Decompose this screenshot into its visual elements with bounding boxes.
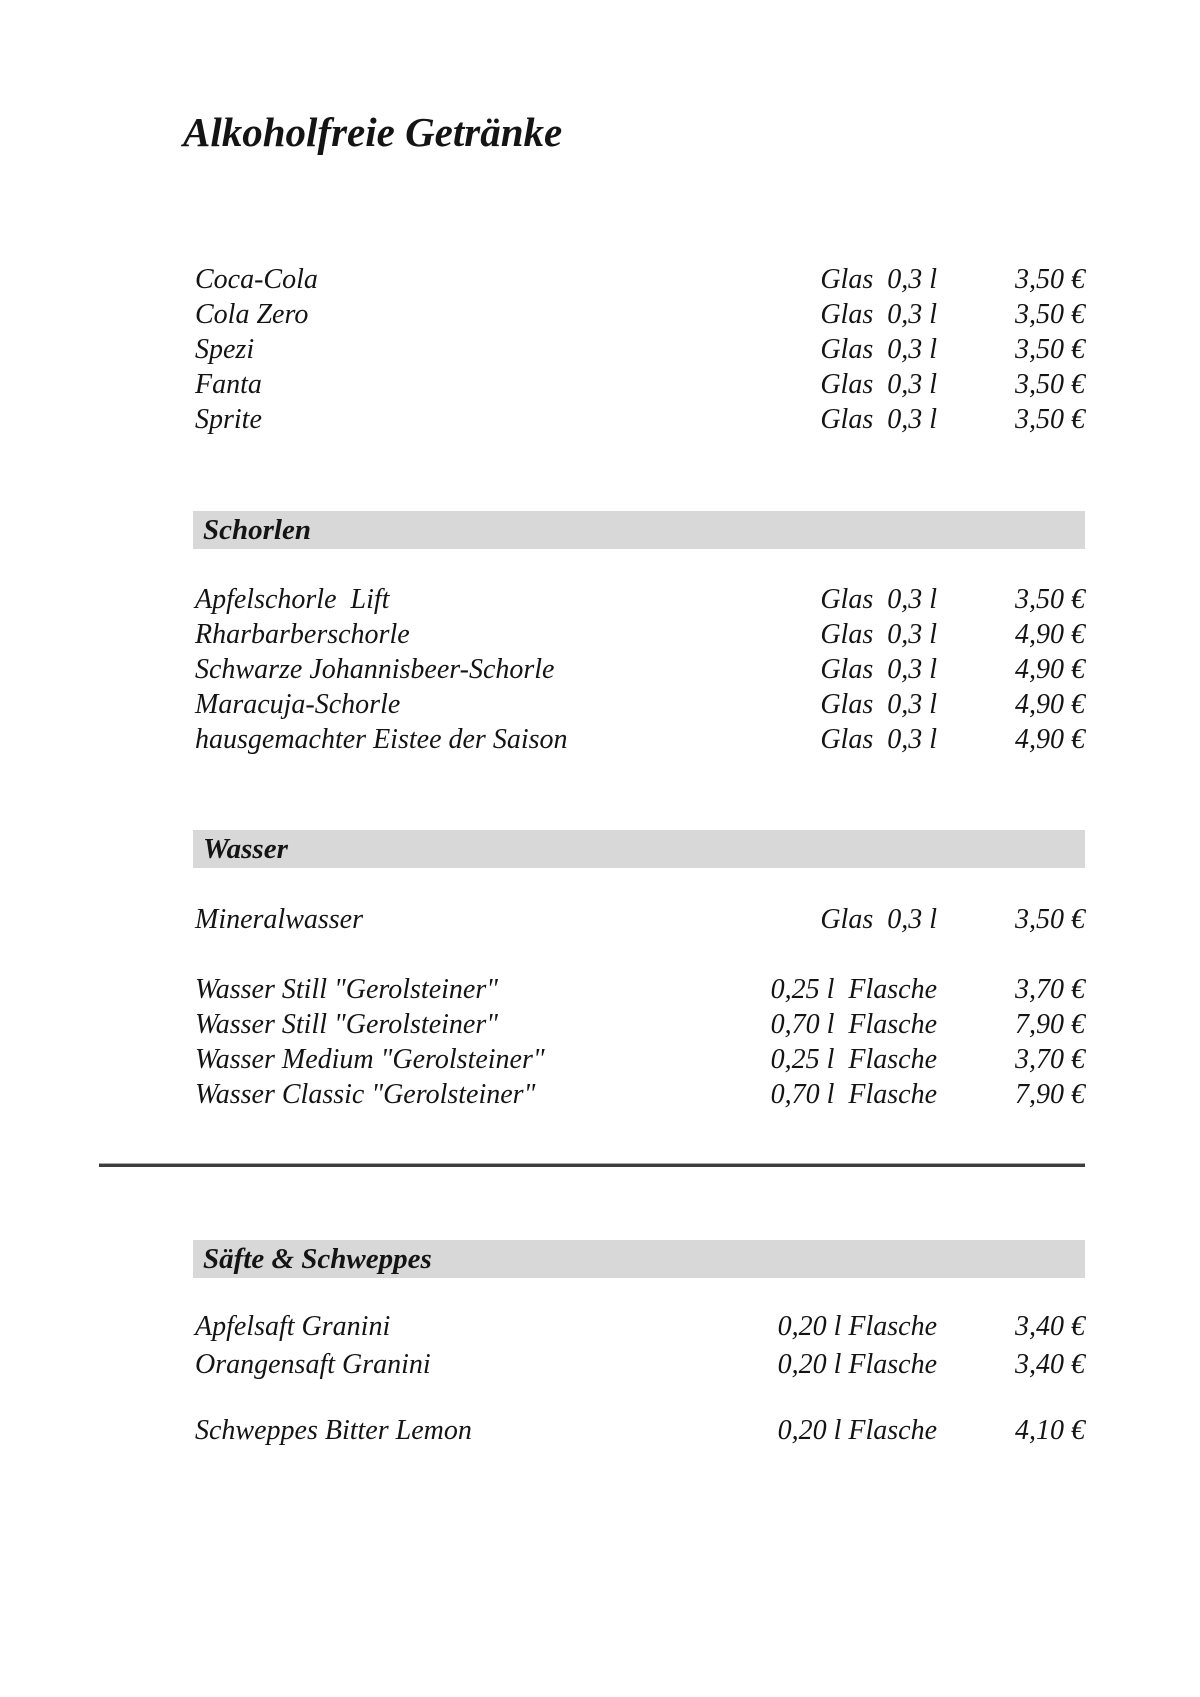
menu-row: [195, 1346, 1085, 1384]
item-size: Glas 0,3 l: [820, 404, 937, 435]
section-header-schorlen: [193, 511, 1085, 549]
section-divider: [99, 1164, 1085, 1167]
menu-row: [195, 687, 1085, 722]
item-size: Glas 0,3 l: [820, 369, 937, 400]
menu-row: [195, 1042, 1085, 1077]
menu-row: [195, 402, 1085, 437]
item-size: 0,25 l Flasche: [770, 1044, 937, 1075]
item-price: 3,50 €: [1015, 404, 1085, 435]
softdrinks-group: [195, 262, 1085, 437]
item-name: Mineralwasser: [195, 904, 363, 935]
item-price: 4,10 €: [1015, 1415, 1085, 1446]
menu-row: [195, 652, 1085, 687]
menu-row: [195, 1308, 1085, 1346]
schorlen-group: [195, 582, 1085, 757]
item-price: 3,50 €: [1015, 369, 1085, 400]
item-price: 7,90 €: [1015, 1009, 1085, 1040]
menu-row: [195, 297, 1085, 332]
item-size: Glas 0,3 l: [820, 724, 937, 755]
menu-row: [195, 1077, 1085, 1112]
item-name: Orangensaft Granini: [195, 1349, 431, 1380]
item-size: 0,70 l Flasche: [770, 1079, 937, 1110]
item-name: Fanta: [195, 369, 262, 400]
menu-row: [195, 972, 1085, 1007]
item-name: Cola Zero: [195, 299, 309, 330]
menu-row: [195, 722, 1085, 757]
item-name: Wasser Medium "Gerolsteiner": [195, 1044, 545, 1075]
item-name: Rharbarberschorle: [195, 619, 410, 650]
item-price: 4,90 €: [1015, 654, 1085, 685]
item-size: Glas 0,3 l: [820, 619, 937, 650]
menu-row: [195, 262, 1085, 297]
item-size: 0,70 l Flasche: [770, 1009, 937, 1040]
section-header-wasser: [193, 830, 1085, 868]
menu-row: [195, 1412, 1085, 1450]
item-price: 4,90 €: [1015, 724, 1085, 755]
item-name: Wasser Classic "Gerolsteiner": [195, 1079, 536, 1110]
item-price: 7,90 €: [1015, 1079, 1085, 1110]
item-price: 3,50 €: [1015, 334, 1085, 365]
item-price: 3,50 €: [1015, 299, 1085, 330]
item-name: Spezi: [195, 334, 255, 365]
item-price: 3,70 €: [1015, 974, 1085, 1005]
item-name: hausgemachter Eistee der Saison: [195, 724, 568, 755]
section-header-label: Schorlen: [203, 514, 311, 546]
item-price: 3,40 €: [1015, 1311, 1085, 1342]
item-name: Wasser Still "Gerolsteiner": [195, 974, 498, 1005]
item-price: 3,40 €: [1015, 1349, 1085, 1380]
wasser-bottle-group: [195, 972, 1085, 1112]
item-size: Glas 0,3 l: [820, 689, 937, 720]
item-name: Schweppes Bitter Lemon: [195, 1415, 472, 1446]
item-price: 3,50 €: [1015, 584, 1085, 615]
item-size: Glas 0,3 l: [820, 334, 937, 365]
item-name: Wasser Still "Gerolsteiner": [195, 1009, 498, 1040]
section-header-label: Säfte & Schweppes: [203, 1243, 432, 1275]
item-size: Glas 0,3 l: [820, 904, 937, 935]
item-name: Apfelsaft Granini: [195, 1311, 391, 1342]
item-price: 3,70 €: [1015, 1044, 1085, 1075]
item-size: 0,20 l Flasche: [777, 1415, 937, 1446]
item-size: Glas 0,3 l: [820, 264, 937, 295]
item-size: Glas 0,3 l: [820, 584, 937, 615]
item-size: 0,20 l Flasche: [777, 1311, 937, 1342]
item-price: 4,90 €: [1015, 689, 1085, 720]
menu-row: [195, 1007, 1085, 1042]
item-size: 0,20 l Flasche: [777, 1349, 937, 1380]
wasser-glass-group: [195, 902, 1085, 937]
item-name: Schwarze Johannisbeer-Schorle: [195, 654, 555, 685]
item-size: Glas 0,3 l: [820, 654, 937, 685]
menu-row: [195, 902, 1085, 937]
item-name: Apfelschorle Lift: [195, 584, 390, 615]
item-price: 3,50 €: [1015, 904, 1085, 935]
menu-row: [195, 582, 1085, 617]
section-header-label: Wasser: [203, 833, 288, 865]
menu-row: [195, 617, 1085, 652]
section-header-saefte: [193, 1240, 1085, 1278]
item-size: Glas 0,3 l: [820, 299, 937, 330]
item-size: 0,25 l Flasche: [770, 974, 937, 1005]
schweppes-group: [195, 1412, 1085, 1450]
menu-row: [195, 332, 1085, 367]
item-name: Sprite: [195, 404, 262, 435]
menu-row: [195, 367, 1085, 402]
item-price: 4,90 €: [1015, 619, 1085, 650]
item-name: Coca-Cola: [195, 264, 318, 295]
item-name: Maracuja-Schorle: [195, 689, 401, 720]
juice-group: [195, 1308, 1085, 1384]
item-price: 3,50 €: [1015, 264, 1085, 295]
page-title: Alkoholfreie Getränke: [183, 109, 563, 155]
